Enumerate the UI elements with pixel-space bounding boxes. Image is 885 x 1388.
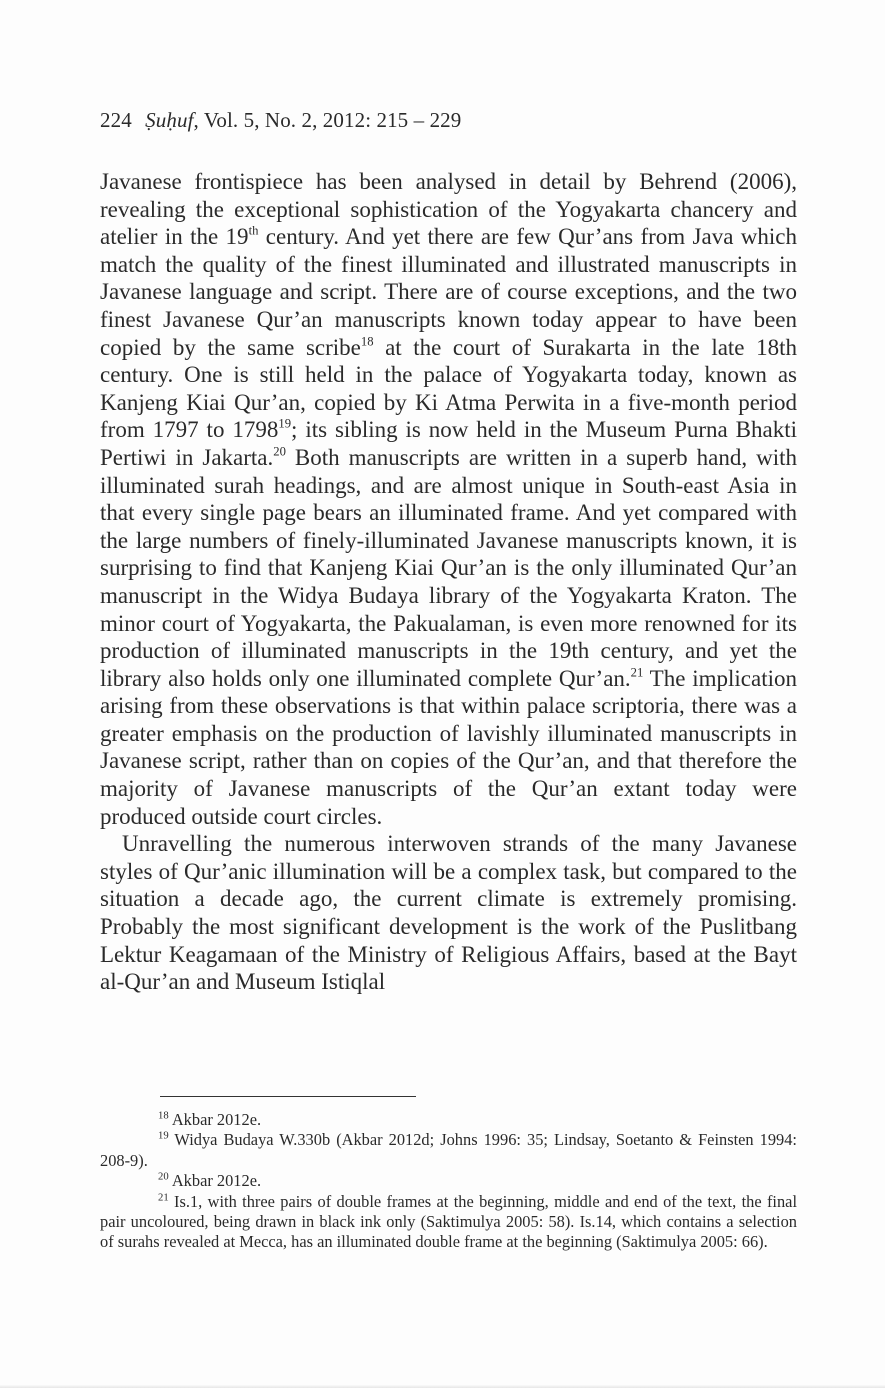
footnote-text: Widya Budaya W.330b (Akbar 2012d; Johns 1996: 35; Lindsay, Soetanto & Feinsten 1994: 208-9). xyxy=(100,1130,797,1170)
text-run: at the court of Surakarta in the late 18th century. One is still held in the palace of Yogyakarta today, known as Kanjeng Kiai Qur’an, copied by Ki Atma Perwita in a five-month period from 1797 to 1798 xyxy=(100,334,797,443)
body-text xyxy=(100,168,797,996)
text-run: Javanese frontispiece has been analysed in detail by Behrend (2006), revealing the exceptional sophistication of the Yogyakarta chancery and atelier in the 19 xyxy=(100,169,797,250)
text-run: Both manuscripts are written in a superb hand, with illuminated surah headings, and are almost unique in South-east Asia in that every single page bears an illuminated frame. And yet compared with the large numbers of finely-illuminated Javanese manuscripts known, it is surprising to find that Kanjeng Kiai Qur’an is the only illuminated Qur’an manuscript in the Widya Budaya library of the Yogyakarta Kraton. The minor court of Yogyakarta, the Pakualaman, is even more renowned for its production of illuminated manuscripts in the 19th century, and yet the library also holds only one illuminated complete Qur’an. xyxy=(100,444,797,691)
text-run: The implication arising from these observations is that within palace scriptoria, there was a greater emphasis on the production of lavishly illuminated manuscripts in Javanese script, rather than on copies of the Qur’an, and that therefore the majority of Javanese manuscripts of the Qur’an extant today were produced outside court circles. xyxy=(100,665,797,829)
footnote-text: Akbar 2012e. xyxy=(168,1171,262,1191)
page-number: 224 xyxy=(100,108,132,132)
footnote-number: 21 xyxy=(158,1192,169,1204)
text-run: Unravelling the numerous interwoven strands of the many Javanese styles of Qur’anic illumination will be a complex task, but compared to the situation a decade ago, the current climate is extremely promising. Probably the most significant development is the work of the Puslitbang Lektur Keagamaan of the Ministry of Religious Affairs, based at the Bayt al-Qur’an and Museum Istiqlal xyxy=(100,831,797,995)
footnote-ref: th xyxy=(248,223,259,238)
journal-citation: , Vol. 5, No. 2, 2012: 215 – 229 xyxy=(193,108,462,132)
footnote-number: 18 xyxy=(158,1110,169,1122)
paragraph xyxy=(100,168,797,830)
footnote-ref: 20 xyxy=(273,444,286,459)
footnote-ref: 21 xyxy=(630,665,644,680)
text-run: century. And yet there are few Qur’ans from Java which match the quality of the finest illuminated and illustrated manuscripts in Javanese language and script. There are of course exceptions, and the two finest Javanese Qur’an manuscripts known today appear to have been copied by the same scribe xyxy=(100,224,797,360)
text-run: ; its sibling is now held in the Museum Purna Bhakti Pertiwi in Jakarta. xyxy=(100,417,797,470)
footnote-number: 19 xyxy=(158,1131,169,1143)
footnote xyxy=(100,1192,797,1253)
footnote-text: Akbar 2012e. xyxy=(168,1110,262,1129)
footnote-ref: 19 xyxy=(278,416,292,431)
footnote-separator xyxy=(160,1096,416,1097)
journal-title: Ṣuḥuf xyxy=(145,108,194,132)
footnote xyxy=(100,1171,797,1191)
footnotes xyxy=(100,1110,797,1253)
footnote xyxy=(100,1130,797,1171)
running-header xyxy=(100,108,461,133)
footnote-number: 20 xyxy=(158,1171,169,1183)
footnote-ref: 18 xyxy=(360,334,374,349)
footnote-text: Is.1, with three pairs of double frames at the beginning, middle and end of the text, the final pair uncoloured, being drawn in black ink only (Saktimulya 2005: 58). Is.14, which contains a selection of surahs revealed at Mecca, has an illuminated double frame at the beginning (Saktimulya 2005: 66). xyxy=(100,1191,797,1252)
footnote xyxy=(100,1110,797,1130)
paragraph xyxy=(100,830,797,996)
